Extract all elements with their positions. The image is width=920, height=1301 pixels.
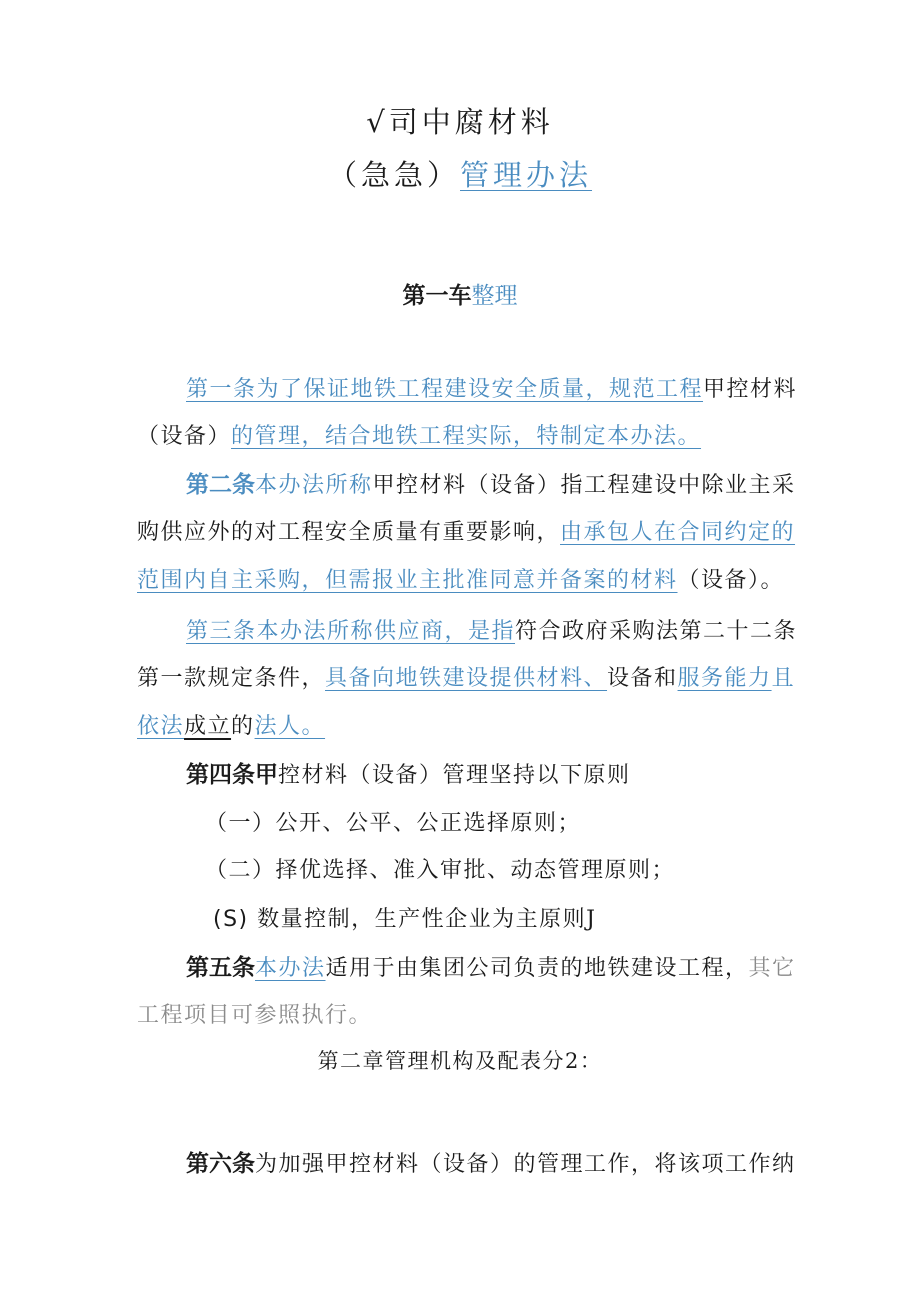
article-2-text-c: （设备）。 — [677, 568, 785, 593]
chapter-1-heading — [0, 281, 920, 311]
article-6-line-1 — [186, 1149, 796, 1180]
article-1-text-b: （设备） — [137, 424, 232, 449]
article-6-text: 为加强甲控材料（设备）的管理工作，将该项工作纳 — [255, 1152, 796, 1177]
article-2-line-3 — [137, 566, 784, 596]
article-1-text-a: 甲控材料 — [703, 377, 798, 402]
article-3-text-b: 第一款规定条件， — [137, 666, 326, 691]
title-link[interactable]: 管理办法 — [460, 158, 593, 192]
article-2-heading: 第二条 — [186, 472, 255, 498]
article-2-text-b: 购供应外的对工程安全质量有重要影响， — [137, 520, 561, 545]
article-5-line-2: 工程项目可参照执行。 — [137, 1003, 373, 1028]
article-3-link-d[interactable]: 依法 — [137, 714, 185, 739]
article-3-link-b[interactable]: 具备向地铁建设提供材料、 — [325, 666, 608, 691]
article-3-text-c: 设备和 — [607, 666, 678, 691]
article-1-line-2 — [137, 422, 701, 452]
article-3-blue-text: 且 — [771, 666, 796, 691]
article-2-blue-text: 本办法所称 — [255, 473, 373, 498]
article-3-underlined-text: 成立 — [184, 714, 232, 739]
article-4-item-3-mark: (S) — [213, 907, 249, 932]
article-5-heading: 第五条 — [186, 955, 255, 981]
article-3-line-3 — [137, 712, 325, 742]
article-5-text-a: 适用于由集团公司负责的地铁建设工程， — [325, 956, 749, 981]
article-3-text-d: 的 — [231, 714, 255, 739]
article-4-item-1: （一）公开、公平、公正选择原则； — [205, 811, 582, 836]
article-1-line-1 — [186, 375, 797, 405]
article-3-link-a[interactable]: 第三条本办法所称供应商，是指 — [186, 619, 516, 644]
article-5-line-1 — [186, 953, 796, 984]
article-4-text: 控材料（设备）管理坚持以下原则 — [278, 763, 631, 788]
article-4-heading: 第四条甲 — [186, 762, 278, 788]
article-3-line-1 — [186, 617, 797, 647]
article-5-gray-text-a: 其它 — [748, 956, 796, 981]
chapter-2-heading: 第二章管理机构及配表分2： — [317, 1049, 603, 1073]
article-5-link[interactable]: 本办法 — [255, 956, 326, 981]
article-2-link-a[interactable]: 由承包人在合同约定的 — [560, 520, 796, 545]
article-2-link-b[interactable]: 范围内自主采购，但需报业主批准同意并备案的材料 — [137, 568, 678, 593]
doc-title-line1: √司中腐材料 — [366, 105, 554, 139]
chapter-1-label: 第一车 — [402, 283, 472, 309]
article-2-line-1 — [186, 470, 796, 501]
article-1-link-a[interactable]: 第一条为了保证地铁工程建设安全质量，规范工程 — [186, 377, 704, 402]
doc-title-line2 — [0, 160, 920, 190]
article-4-item-3 — [213, 905, 596, 935]
article-3-line-2 — [137, 664, 795, 694]
article-4-item-3-text: 数量控制，生产性企业为主原则J — [257, 907, 597, 932]
article-6-heading: 第六条 — [186, 1151, 255, 1177]
article-3-text-a: 符合政府采购法第二十二条 — [515, 619, 798, 644]
article-1-link-b[interactable]: 的管理，结合地铁工程实际，特制定本办法。 — [231, 424, 702, 449]
article-4-item-2: （二）择优选择、准入审批、动态管理原则； — [205, 858, 676, 883]
article-3-link-e[interactable]: 法人。 — [254, 714, 326, 739]
article-4-line-1 — [186, 760, 631, 791]
chapter-1-name: 整理 — [471, 283, 518, 309]
article-2-text-a: 甲控材料（设备）指工程建设中除业主采 — [372, 473, 796, 498]
title-prefix: （急急） — [327, 158, 460, 192]
article-3-link-c[interactable]: 服务能力 — [677, 666, 772, 691]
article-2-line-2 — [137, 518, 795, 548]
